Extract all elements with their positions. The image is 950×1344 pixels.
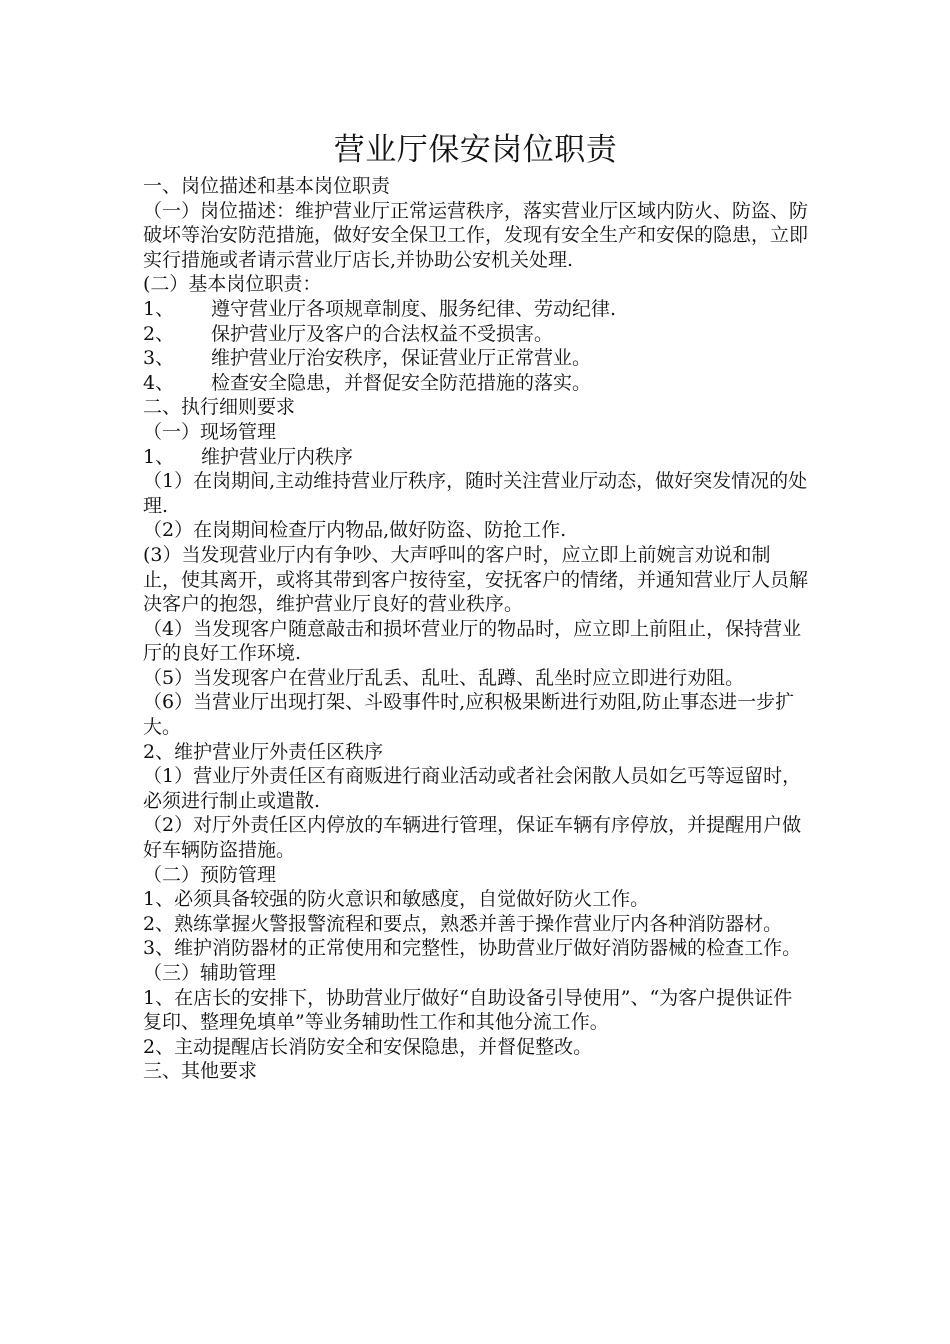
section-heading: 一、岗位描述和基本岗位职责 [143,175,391,197]
list-item: （5）当发现客户在营业厅乱丢、乱吐、乱蹲、乱坐时应立即进行劝阻。 [143,666,745,689]
list-item: （2）在岗期间检查厅内物品,做好防盗、防抢工作. [143,519,567,542]
list-text: 保护营业厅及客户的合法权益不受损害。 [211,322,554,345]
list-number: 1、 [143,445,175,468]
list-item: （6）当营业厅出现打架、斗殴事件时,应积极果断进行劝阻,防止事态进一步扩大。 [143,691,795,739]
list-item: 1、在店长的安排下，协助营业厅做好“自助设备引导使用”、“为客户提供证件复印、整理免填单”等业务辅助性工作和其他分流工作。 [143,986,793,1034]
subsection-heading: （一）现场管理 [143,420,277,443]
list-item [143,346,808,371]
paragraph: （一）岗位描述：维护营业厅正常运营秩序，落实营业厅区域内防火、防盗、防破坏等治安防范措施，做好安全保卫工作，发现有安全生产和安保的隐患，立即实行措施或者请示营业厅店长,并协助公安机关处理. [143,199,809,271]
list-item: 2、主动提醒店长消防安全和安保隐患，并督促整改。 [143,1035,593,1058]
list-item: （2）对厅外责任区内停放的车辆进行管理，保证车辆有序停放，并提醒用户做好车辆防盗措施。 [143,814,802,862]
list-item [143,371,808,396]
subsection-heading: （二）预防管理 [143,863,277,886]
list-text: 遵守营业厅各项规章制度、服务纪律、劳动纪律. [211,297,617,320]
list-number: 4、 [143,371,175,394]
list-item: (3）当发现营业厅内有争吵、大声呼叫的客户时，应立即上前婉言劝说和制止，使其离开，或将其带到客户按待室，安抚客户的情绪，并通知营业厅人员解决客户的抱怨，维护营业厅良好的营业秩序。 [143,543,809,616]
item-heading: 2、维护营业厅外责任区秩序 [143,740,384,763]
document-title: 营业厅保安岗位职责 [333,132,618,168]
list-item [143,297,808,322]
section-heading: 二、执行细则要求 [143,396,296,419]
list-item [143,445,808,470]
list-item: 3、维护消防器材的正常使用和完整性，协助营业厅做好消防器械的检查工作。 [143,937,802,960]
list-item [143,322,808,347]
paragraph: (二）基本岗位职责： [143,273,322,296]
list-item: （1）营业厅外责任区有商贩进行商业活动或者社会闲散人员如乞丐等逗留时，必须进行制止或遣散. [143,765,802,812]
list-text: 检查安全隐患，并督促安全防范措施的落实。 [211,371,592,394]
list-number: 1、 [143,297,175,320]
list-item: （1）在岗期间,主动维持营业厅秩序，随时关注营业厅动态，做好突发情况的处理. [143,470,808,517]
section-heading: 三、其他要求 [143,1060,258,1083]
list-text: 维护营业厅内秩序 [201,445,354,468]
list-text: 维护营业厅治安秩序，保证营业厅正常营业。 [211,347,592,370]
subsection-heading: （三）辅助管理 [143,962,277,984]
list-item: 2、熟练掌握火警报警流程和要点，熟悉并善于操作营业厅内各种消防器材。 [143,912,783,935]
list-item: 1、必须具备较强的防火意识和敏感度，自觉做好防火工作。 [143,888,650,911]
document-page [143,128,808,1084]
list-item: （4）当发现客户随意敲击和损坏营业厅的物品时，应立即上前阻止，保持营业厅的良好工作环境. [143,617,802,665]
list-number: 2、 [143,322,175,345]
list-number: 3、 [143,347,175,370]
